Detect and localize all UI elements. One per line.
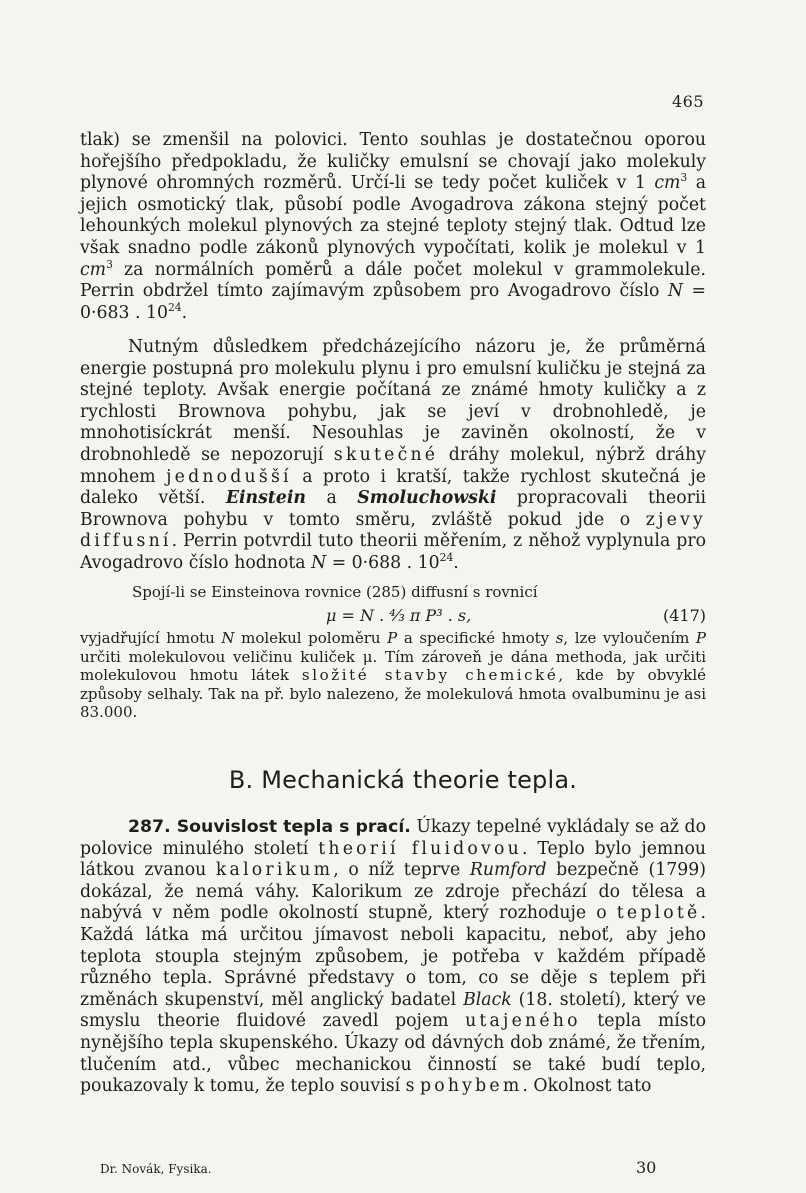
paragraph-heat-work <box>80 817 706 1098</box>
paragraph-2 <box>80 337 706 575</box>
text-run: P <box>387 629 398 648</box>
text-run: dráhy molekul, nýbrž dráhy mnohem <box>80 444 707 487</box>
text-run: Rumford <box>469 860 547 881</box>
text-run: . <box>181 302 188 323</box>
section-heading: B. Mechanická theorie tepla. <box>228 766 578 794</box>
text-run: = 0·683 . 10 <box>80 281 706 323</box>
text-run: a <box>305 488 358 509</box>
text-run: . <box>453 552 459 573</box>
text-run: Úkazy tepelné vykládaly se až do polovice minulého století <box>80 817 707 859</box>
text-run: cm <box>654 173 681 194</box>
text-run: , lze vyloučením <box>563 629 696 648</box>
text-run: teplotě <box>616 903 701 924</box>
text-run: . Perrin potvrdil tuto theorii měřením, z něhož vyplynula pro Avogadrovo číslo hodnota <box>80 531 706 573</box>
text-run: 24 <box>167 300 182 314</box>
paragraph-avogadro <box>80 130 706 324</box>
equation-417 <box>80 603 706 629</box>
text-run: tepla místo nynějšího tepla skupenského. Úkazy od dávných dob známé, že třením, tlučením atd., vůbec mechanickou činností se také budí teplo, poukazovaly k tomu, že teplo souvisí s <box>80 1011 707 1097</box>
text-run: zjevy diffusní <box>80 509 706 552</box>
text-run: kalorikum <box>215 860 334 881</box>
small-paragraph-1: Spojí-li se Einsteinova rovnice (285) diffusní s rovnicí <box>132 583 538 601</box>
text-run: propracovali theorii Brownova pohybu v tomto směru, zvláště pokud jde o <box>80 488 706 530</box>
text-run: a jejich osmotický tlak, působí podle Avogadrova zákona stejný počet lehounkých molekul plynových za stejné teploty stejný tlak. Odtud lze však snadno podle zákonů plynových vypočítati, kolik je molekul v 1 <box>80 173 706 258</box>
text-run: pohybem <box>419 1076 523 1097</box>
text-run: Black <box>463 989 512 1010</box>
text-run: bezpečně (1799) dokázal, že nemá váhy. Kalorikum ze zdroje přechází do tělesa a nabývá v něm podle okolností stupně, který rozhoduje o <box>80 860 706 924</box>
text-run: složité stavby chemické <box>301 666 559 685</box>
text-run: N <box>667 281 684 302</box>
text-run: a specifické hmoty <box>397 629 556 648</box>
paragraph-brown-motion <box>80 337 706 575</box>
footer-sheet-number: 30 <box>636 1158 657 1177</box>
text-run: Einstein <box>225 488 306 509</box>
text-run: . Každá látka má určitou jímavost neboli kapacitu, neboť, aby jeho teplota stoupla stejným způsobem, je potřeba v každém případě různého tepla. Správné představy o tom, co se děje s teplem při změnách skupenství, měl anglický badatel <box>80 903 706 1010</box>
text-run: , kde by obvyklé způsoby selhaly. Tak na př. bylo nalezeno, že molekulová hmota ovalbuminu je asi 83.000. <box>80 666 707 722</box>
text-run: utajeného <box>465 1011 581 1032</box>
text-run: 287. Souvislost tepla s prací. <box>128 817 411 837</box>
text-run: . Teplo bylo jemnou látkou zvanou <box>80 838 706 881</box>
text-run: 3 <box>680 171 688 185</box>
paragraph-1 <box>80 130 706 324</box>
text-run: 3 <box>106 257 113 271</box>
text-run: a proto i kratší, takže rychlost skutečná je daleko větší. <box>80 466 706 509</box>
text-run: , o níž teprve <box>333 860 470 881</box>
text-run: jednodušší <box>166 466 292 487</box>
text-run: . Okolnost tato <box>522 1076 652 1097</box>
text-run: 24 <box>439 551 454 565</box>
equation-body: μ = N . ⁴⁄₃ π P³ . s, <box>326 606 472 626</box>
text-run: za normálních poměrů a dále počet molekul v grammolekule. Perrin obdržel tímto zajímavým způsobem pro Avogadrovo číslo <box>80 259 706 302</box>
text-run: N <box>221 629 235 648</box>
text-run: Nutným důsledkem předcházejícího názoru je, že průměrná energie postupná pro molekulu plynu i pro emulsní kuličku je stejná za stejné teploty. Avšak energie počítaná ze známé hmoty kuličky a z rychlosti Brownova pohybu, jak se jeví v drobnohledě, je mnohotisíckrát menší. Nesouhlas je zaviněn okolností, že v drobnohledě se nepozorují <box>80 337 706 465</box>
equation-number: (417) <box>662 606 706 626</box>
paragraph-3 <box>80 817 706 1098</box>
text-run: N <box>311 552 327 573</box>
text-run: s <box>555 629 564 648</box>
page-number: 465 <box>671 92 704 111</box>
text-run: theorií fluidovou <box>318 838 522 859</box>
small-paragraph-2 <box>80 629 706 721</box>
footer-signature: Dr. Novák, Fysika. <box>100 1162 212 1176</box>
text-run: určiti molekulovou veličinu kuliček μ. Tím zároveň je dána methoda, jak určiti molekulovou hmotu látek <box>80 647 706 685</box>
small-print-section <box>80 583 706 721</box>
text-run: skutečné <box>333 444 439 465</box>
text-run: tlak) se zmenšil na polovici. Tento souhlas je dostatečnou oporou hořejšího předpokladu, že kuličky emulsní se chovají jako molekuly plynové ohromných rozměrů. Určí-li se tedy počet kuliček v 1 <box>80 130 706 194</box>
text-run: P <box>695 629 706 648</box>
text-run: vyjadřující hmotu <box>80 629 222 648</box>
text-run: = 0·688 . 10 <box>326 552 440 573</box>
text-run: Smoluchowski <box>357 488 497 509</box>
text-run: molekul poloměru <box>234 629 388 648</box>
text-run: (18. století), který ve smyslu theorie fluidové zavedl pojem <box>80 989 706 1032</box>
text-run: cm <box>80 259 107 280</box>
